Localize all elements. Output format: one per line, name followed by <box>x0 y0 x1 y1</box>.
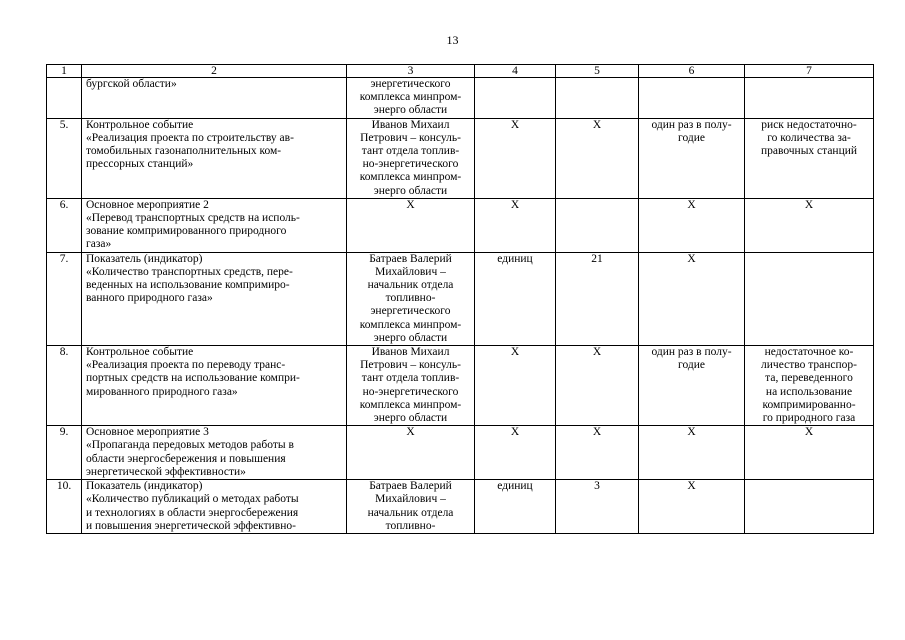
value-cell-text: X <box>592 426 602 439</box>
responsible-person-cell-text: энергетического комплекса минпром- энерго области <box>359 78 462 117</box>
value-cell <box>556 198 639 252</box>
event-name-cell-text: Контрольное событие «Реализация проекта по строительству ав- томобильных газонаполнительных ком- прессорных станций» <box>86 118 294 171</box>
table-row <box>47 480 874 534</box>
column-number-row <box>47 65 874 78</box>
risk-cell-text: недостаточное ко- личество транспор- та, переведенного на использование компримированно- го природного газа <box>761 346 857 425</box>
row-number-text: 9. <box>59 426 69 439</box>
table-row <box>47 252 874 345</box>
event-name-cell-text: бургской области» <box>86 78 177 90</box>
page-number: 13 <box>446 33 459 47</box>
row-number-text: 7. <box>59 252 69 265</box>
column-number: 2 <box>82 65 347 78</box>
event-name-cell-text: Показатель (индикатор) «Количество транспортных средств, пере- веденных на использование компримиро- ванного природного газа» <box>86 252 293 305</box>
column-number: 5 <box>556 65 639 78</box>
unit-cell-text: единиц <box>497 480 533 493</box>
value-cell <box>556 426 639 480</box>
unit-cell-text: X <box>510 198 520 211</box>
column-number: 1 <box>47 65 82 78</box>
event-name-cell-text: Основное мероприятие 2 «Перевод транспортных средств на исполь- зование компримированного природного газа» <box>86 198 300 251</box>
table-row <box>47 346 874 426</box>
event-name-cell-text: Контрольное событие «Реализация проекта по переводу транс- портных средств на использование компри- мированного природного газа» <box>86 346 300 398</box>
frequency-cell <box>639 118 745 198</box>
event-name-cell <box>82 426 347 480</box>
risk-cell <box>745 480 874 534</box>
row-number-text: 10. <box>56 480 72 493</box>
frequency-cell-text: X <box>687 252 696 265</box>
risk-cell-text: X <box>804 198 814 211</box>
responsible-person-cell <box>347 252 475 345</box>
responsible-person-cell <box>347 198 475 252</box>
row-number-text: 5. <box>59 118 69 131</box>
table-row <box>47 426 874 480</box>
unit-cell <box>475 252 556 345</box>
responsible-person-cell <box>347 78 475 119</box>
value-cell <box>556 118 639 198</box>
frequency-cell <box>639 78 745 119</box>
risk-cell <box>745 198 874 252</box>
event-name-cell <box>82 78 347 119</box>
frequency-cell <box>639 198 745 252</box>
responsible-person-cell <box>347 480 475 534</box>
event-name-cell-text: Показатель (индикатор) «Количество публикаций о методах работы и технологиях в области энергосбережения и повышения энергетической эффективно- <box>86 480 299 532</box>
row-number <box>47 118 82 198</box>
unit-cell <box>475 198 556 252</box>
frequency-cell <box>639 252 745 345</box>
value-cell-text: X <box>592 118 602 131</box>
responsible-person-cell <box>347 426 475 480</box>
event-name-cell <box>82 346 347 426</box>
unit-cell-text: X <box>510 346 520 359</box>
frequency-cell-text: X <box>687 480 696 493</box>
unit-cell <box>475 480 556 534</box>
value-cell <box>556 480 639 534</box>
risk-cell-text: риск недостаточно- го количества за- правочных станций <box>760 118 858 158</box>
risk-cell <box>745 118 874 198</box>
frequency-cell-text: один раз в полу- годие <box>651 118 732 144</box>
unit-cell-text: X <box>510 426 520 439</box>
plan-table <box>46 64 874 534</box>
unit-cell <box>475 118 556 198</box>
row-number <box>47 78 82 119</box>
unit-cell-text: X <box>510 118 520 131</box>
row-number-text: 8. <box>59 346 69 359</box>
row-number <box>47 252 82 345</box>
event-name-cell <box>82 198 347 252</box>
responsible-person-cell <box>347 346 475 426</box>
value-cell-text: X <box>592 346 602 359</box>
frequency-cell <box>639 480 745 534</box>
column-number: 4 <box>475 65 556 78</box>
responsible-person-cell-text: Иванов Михаил Петрович – консуль- тант отдела топлив- но-энергетического комплекса минпром- энерго области <box>359 346 462 425</box>
frequency-cell-text: один раз в полу- годие <box>651 346 732 372</box>
unit-cell <box>475 346 556 426</box>
table-row <box>47 118 874 198</box>
row-number <box>47 346 82 426</box>
value-cell-text: 3 <box>594 480 600 493</box>
risk-cell-text: X <box>804 426 814 439</box>
frequency-cell-text: X <box>687 198 696 211</box>
responsible-person-cell-text: X <box>406 426 415 439</box>
unit-cell <box>475 78 556 119</box>
value-cell <box>556 252 639 345</box>
unit-cell-text: единиц <box>497 252 533 265</box>
row-number <box>47 198 82 252</box>
responsible-person-cell-text: Батраев Валерий Михайлович – начальник отдела топливно- энергетического комплекса минпром- энерго области <box>359 252 462 344</box>
row-number <box>47 426 82 480</box>
column-number: 7 <box>745 65 874 78</box>
risk-cell <box>745 78 874 119</box>
row-number-text: 6. <box>59 198 69 211</box>
event-name-cell <box>82 480 347 534</box>
responsible-person-cell-text: Батраев Валерий Михайлович – начальник отдела топливно- <box>367 480 454 532</box>
value-cell <box>556 78 639 119</box>
event-name-cell <box>82 118 347 198</box>
frequency-cell <box>639 426 745 480</box>
frequency-cell <box>639 346 745 426</box>
responsible-person-cell-text: X <box>406 198 415 211</box>
column-number: 3 <box>347 65 475 78</box>
frequency-cell-text: X <box>687 426 696 439</box>
value-cell-text: 21 <box>591 252 603 265</box>
column-number: 6 <box>639 65 745 78</box>
table-row <box>47 78 874 119</box>
row-number <box>47 480 82 534</box>
table-row <box>47 198 874 252</box>
event-name-cell-text: Основное мероприятие 3 «Пропаганда передовых методов работы в области энергосбережения и повышения энергетической эффективности» <box>86 426 294 478</box>
event-name-cell <box>82 252 347 345</box>
risk-cell <box>745 252 874 345</box>
risk-cell <box>745 346 874 426</box>
risk-cell <box>745 426 874 480</box>
value-cell <box>556 346 639 426</box>
responsible-person-cell-text: Иванов Михаил Петрович – консуль- тант отдела топлив- но-энергетического комплекса минпром- энерго области <box>359 118 462 197</box>
unit-cell <box>475 426 556 480</box>
responsible-person-cell <box>347 118 475 198</box>
